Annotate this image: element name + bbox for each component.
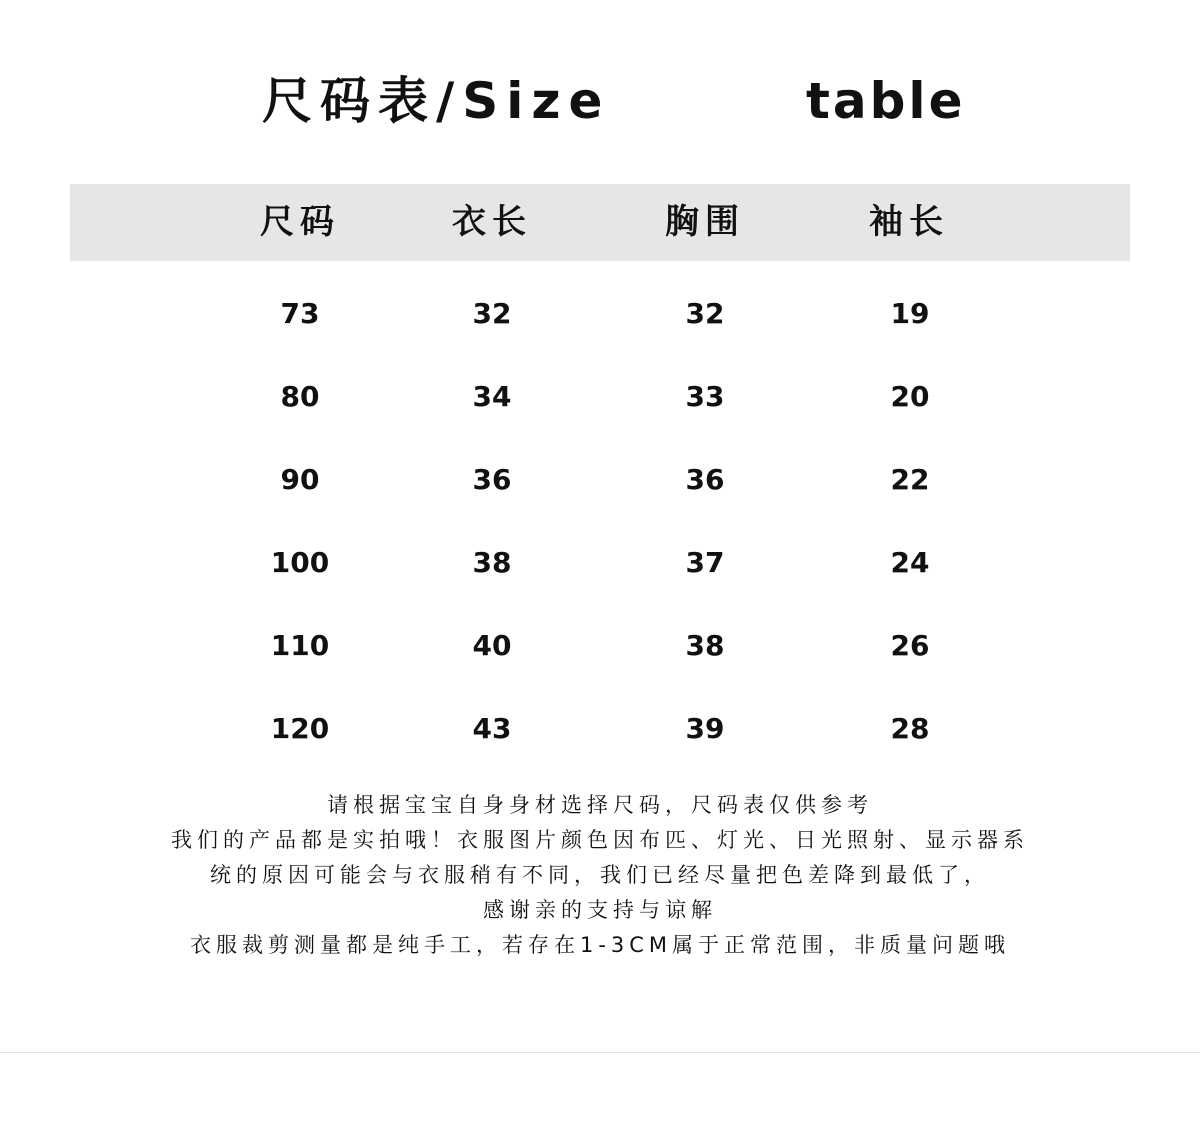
cell-size: 90 — [280, 463, 320, 496]
size-notes — [90, 788, 1110, 963]
cell-sleeve: 19 — [890, 297, 930, 330]
table-row — [0, 521, 1200, 604]
cell-sleeve: 28 — [890, 712, 930, 745]
cell-length: 43 — [472, 712, 512, 745]
note-line: 请根据宝宝自身身材选择尺码，尺码表仅供参考 — [327, 793, 873, 817]
cell-chest: 37 — [685, 546, 725, 579]
note-line: 我们的产品都是实拍哦！衣服图片颜色因布匹、灯光、日光照射、显示器系 — [171, 828, 1029, 852]
table-row — [0, 604, 1200, 687]
note-line: 感谢亲的支持与谅解 — [483, 898, 717, 922]
size-table-body — [0, 272, 1200, 770]
header-sleeve: 袖长 — [869, 202, 949, 242]
cell-length: 38 — [472, 546, 512, 579]
cell-sleeve: 24 — [890, 546, 930, 579]
table-row — [0, 687, 1200, 770]
header-chest: 胸围 — [665, 202, 745, 242]
cell-size: 73 — [280, 297, 320, 330]
cell-chest: 39 — [685, 712, 725, 745]
cell-chest: 36 — [685, 463, 725, 496]
table-row — [0, 355, 1200, 438]
title-right-text: table — [806, 72, 966, 130]
table-row — [0, 272, 1200, 355]
cell-length: 32 — [472, 297, 512, 330]
cell-chest: 38 — [685, 629, 725, 662]
cell-chest: 33 — [685, 380, 725, 413]
cell-size: 100 — [270, 546, 330, 579]
cell-sleeve: 26 — [890, 629, 930, 662]
cell-length: 34 — [472, 380, 512, 413]
table-row — [0, 438, 1200, 521]
table-header-row — [70, 184, 1130, 261]
size-table-title — [0, 66, 1200, 136]
note-line: 衣服裁剪测量都是纯手工，若存在1-3CM属于正常范围，非质量问题哦 — [189, 933, 1011, 957]
title-left-text: 尺码表/Size — [262, 72, 611, 130]
cell-length: 36 — [472, 463, 512, 496]
cell-length: 40 — [472, 629, 512, 662]
cell-sleeve: 20 — [890, 380, 930, 413]
cell-size: 120 — [270, 712, 330, 745]
header-length: 衣长 — [452, 202, 532, 242]
cell-size: 80 — [280, 380, 320, 413]
cell-chest: 32 — [685, 297, 725, 330]
cell-size: 110 — [270, 629, 330, 662]
note-line: 统的原因可能会与衣服稍有不同，我们已经尽量把色差降到最低了， — [210, 863, 990, 887]
cell-sleeve: 22 — [890, 463, 930, 496]
bottom-divider — [0, 1052, 1200, 1053]
header-size: 尺码 — [260, 202, 340, 242]
